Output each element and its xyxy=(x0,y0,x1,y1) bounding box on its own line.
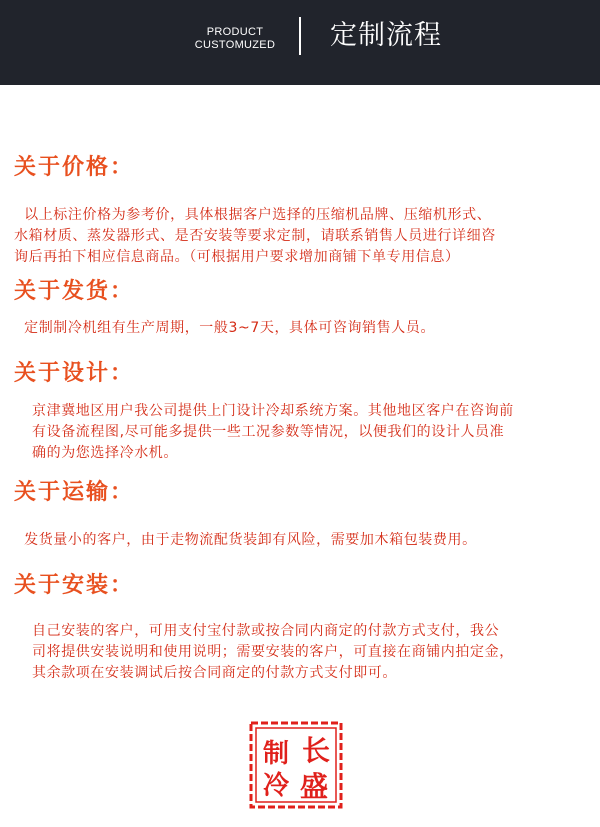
section-text-shipping xyxy=(14,318,435,339)
section-text-transport xyxy=(14,530,477,551)
section-heading-installation: 关于安装： xyxy=(14,573,135,598)
page-title: 定制流程 xyxy=(330,20,442,51)
page-header xyxy=(0,0,600,85)
section-heading-transport: 关于运输： xyxy=(14,480,135,505)
section-heading-shipping: 关于发货： xyxy=(14,279,135,304)
seal-char: 冷 xyxy=(262,771,290,801)
text-line: 自己安装的客户，可用支付宝付款或按合同内商定的付款方式支付，我公 xyxy=(32,623,500,639)
text-line: 确的为您选择冷水机。 xyxy=(32,445,178,461)
section-heading-price: 关于价格： xyxy=(14,155,135,180)
text-line: 其余款项在安装调试后按合同商定的付款方式支付即可。 xyxy=(32,665,397,681)
header-english-line1: PRODUCT xyxy=(206,26,264,38)
text-line: 有设备流程图,尽可能多提供一些工况参数等情况，以便我们的设计人员准 xyxy=(32,424,505,440)
section-heading-design: 关于设计： xyxy=(14,361,135,386)
section-text-price xyxy=(14,205,496,268)
section-text-installation xyxy=(32,621,514,684)
header-english-line2: CUSTOMUZED xyxy=(194,39,276,51)
seal-char: 长 xyxy=(301,734,331,767)
company-seal xyxy=(248,720,344,810)
seal-char: 制 xyxy=(262,739,290,769)
text-line: 水箱材质、蒸发器形式、是否安装等要求定制，请联系销售人员进行详细咨 xyxy=(14,228,496,244)
header-english-label xyxy=(185,26,285,52)
text-line: 司将提供安装说明和使用说明；需要安装的客户，可直接在商铺内拍定金， xyxy=(32,644,514,660)
text-line: 发货量小的客户，由于走物流配货装卸有风险，需要加木箱包装费用。 xyxy=(14,532,477,548)
text-line: 京津冀地区用户我公司提供上门设计冷却系统方案。其他地区客户在咨询前 xyxy=(32,403,514,419)
text-line: 询后再拍下相应信息商品。（可根据用户要求增加商铺下单专用信息） xyxy=(14,249,460,265)
seal-char: 盛 xyxy=(299,770,329,803)
header-divider xyxy=(299,17,301,55)
text-line: 以上标注价格为参考价，具体根据客户选择的压缩机品牌、压缩机形式、 xyxy=(14,207,492,223)
text-line: 定制制冷机组有生产周期，一般3~7天，具体可咨询销售人员。 xyxy=(14,320,436,336)
section-text-design xyxy=(32,401,514,464)
